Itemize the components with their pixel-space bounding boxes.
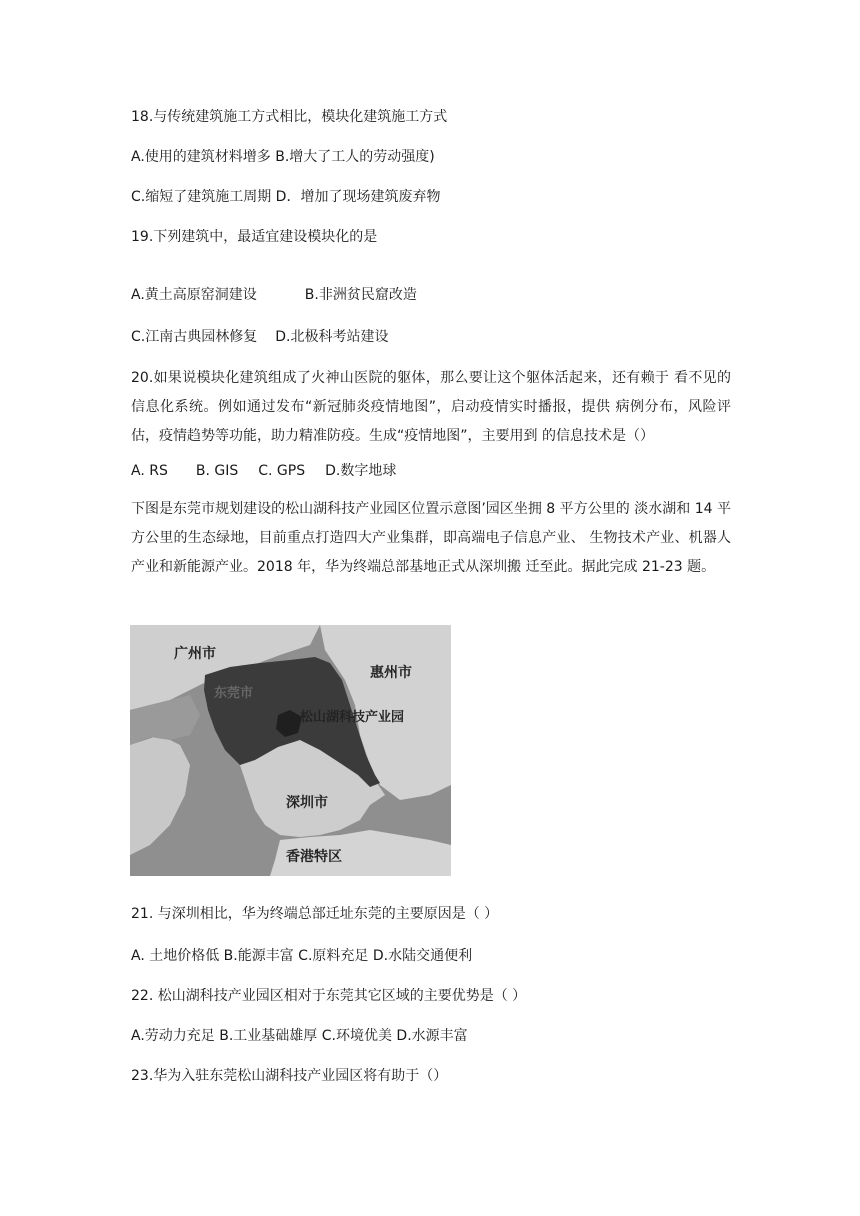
q19-option-b: B.非洲贫民窟改造 — [304, 287, 417, 303]
q20-option-b: B. GIS — [195, 463, 239, 479]
q19-options-row2 — [131, 328, 388, 346]
q19-option-d: D.北极科考站建设 — [275, 329, 389, 345]
q23-stem: 23.华为入驻东莞松山湖科技产业园区将有助于（） — [131, 1068, 448, 1084]
intro-paragraph: 下图是东莞市规划建设的松山湖科技产业园区位置示意图’园区坐拥 8 平方公里的 淡水湖和 14 平方公里的生态绿地，目前重点打造四大产业集群，即高端电子信息产业、 生物技术产业、机器人产业和新能源产业。2018 年，华为终端总部基地正式从深圳搬 迁至此。据此完成 21-23 题。 — [131, 501, 731, 575]
q22-stem: 22. 松山湖科技产业园区相对于东莞其它区域的主要优势是（ ） — [131, 988, 527, 1004]
label-huizhou: 惠州市 — [370, 665, 412, 681]
q20-option-d: D.数字地球 — [325, 463, 397, 479]
q18-stem: 18.与传统建筑施工方式相比，模块化建筑施工方式 — [131, 109, 448, 125]
q18-options-row1: A.使用的建筑材料增多 B.增大了工人的劳动强度) — [131, 149, 435, 165]
q20-options — [131, 462, 396, 480]
q19-options-row1 — [131, 286, 417, 304]
label-dongguan: 东莞市 — [214, 686, 254, 701]
q19-option-c: C.江南古典园林修复 — [131, 329, 258, 345]
q20-option-c: C. GPS — [258, 463, 306, 479]
location-map — [130, 625, 451, 876]
q19-option-a: A.黄土高原窑洞建设 — [131, 287, 257, 303]
q19-stem: 19.下列建筑中，最适宜建设模块化的是 — [131, 229, 378, 245]
label-hongkong: 香港特区 — [286, 849, 342, 865]
q22-options: A.劳动力充足 B.工业基础雄厚 C.环境优美 D.水源丰富 — [131, 1028, 468, 1044]
label-guangzhou: 广州市 — [174, 646, 216, 662]
label-shenzhen: 深圳市 — [286, 795, 328, 811]
q20-option-a: A. RS — [131, 463, 168, 479]
q20-stem: 20.如果说模块化建筑组成了火神山医院的躯体，那么要让这个躯体活起来，还有赖于 看不见的信息化系统。例如通过发布“新冠肺炎疫情地图”，启动疫情实时播报，提供 病例分布，风险评估，疫情趋势等功能，助力精准防疫。生成“疫情地图”，主要用到 的信息技术是（） — [131, 370, 731, 444]
q18-options-row2: C.缩短了建筑施工周期 D．增加了现场建筑废弃物 — [131, 189, 441, 205]
label-park: 松山湖科技产业园 — [300, 710, 405, 725]
q21-options: A. 土地价格低 B.能源丰富 C.原料充足 D.水陆交通便利 — [131, 948, 473, 964]
q21-stem: 21. 与深圳相比，华为终端总部迁址东莞的主要原因是（ ） — [131, 906, 499, 922]
